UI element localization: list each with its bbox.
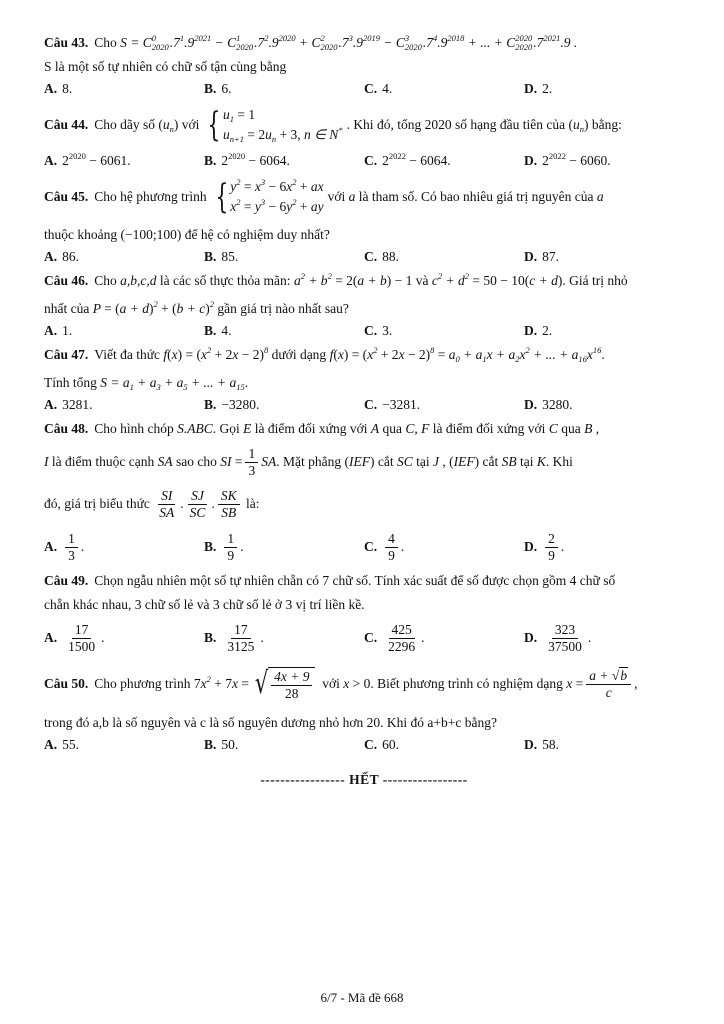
question-48-stem: Câu 48. Cho hình chóp S.ABC . Gọi E là điểm đối xứng với A qua C , F là điểm đối xứng với C qua B , — [44, 421, 600, 436]
choice-b[interactable]: B. −3280. — [204, 397, 260, 412]
choice-formula: $2^{2022} - 6064$. — [382, 151, 451, 168]
choice-d[interactable]: D. $\frac{323}{37500}$ . — [524, 621, 592, 654]
choice-a[interactable]: A. $\frac{1}{3}$ . — [44, 530, 85, 563]
answer-choices — [44, 526, 684, 568]
choice-b[interactable]: B. 6. — [204, 81, 232, 96]
choice-a[interactable]: A. 3281. — [44, 397, 93, 412]
choice-formula: $2^{2022} - 6060$. — [542, 151, 611, 168]
choice-a[interactable]: A. 55. — [44, 737, 79, 752]
choice-c[interactable]: C. 3. — [364, 323, 393, 338]
fraction-sj-sc: $\frac{SJ}{SC}$ — [189, 487, 206, 520]
choice-d[interactable]: D. 3280. — [524, 397, 573, 412]
formula-sum: $S = a_1 + a_3 + a_5$ + ... + $a_{15}$. — [100, 375, 249, 392]
end-of-exam-mark: ----------------- HẾT ----------------- — [260, 772, 468, 787]
choice-d[interactable]: D. $2^{2022} - 6060$. — [524, 151, 611, 168]
question-49 — [44, 568, 684, 660]
question-46-stem: Câu 46. Cho a,b,c,d là các số thực thỏa mãn: $a^2 + b^2 = 2(a + b) - 1$ và $c^2 + d^2 = 50 - 10(c + d)$ . Giá trị nhỏ — [44, 271, 628, 288]
choice-b[interactable]: B. $\frac{17}{3125}$ . — [204, 621, 264, 654]
answer-choices — [44, 734, 684, 756]
choice-d[interactable]: D. 58. — [524, 737, 559, 752]
question-number: Câu 47. — [44, 347, 89, 362]
choice-b[interactable]: B. $2^{2020} - 6064$. — [204, 151, 290, 168]
question-text: Cho — [94, 35, 117, 50]
question-text: trong đó a,b là số nguyên và c là số nguyên dương nhỏ hơn 20. Khi đó a+b+c bằng? — [44, 715, 497, 730]
choice-d[interactable]: D. 2. — [524, 323, 553, 338]
choice-a[interactable]: A. 86. — [44, 249, 79, 264]
choice-a[interactable]: A. $\frac{17}{1500}$ . — [44, 621, 105, 654]
question-text: S là một số tự nhiên có chữ số tận cùng bằng — [44, 59, 287, 74]
formula-condition-1: $a^2 + b^2 = 2(a + b) - 1$ — [293, 271, 413, 288]
question-45-stem: Câu 45. Cho hệ phương trình { $y^2 = x^3 - 6x^2$ + ax $x^2 = y^3 - 6y^2$ + ay với a là tham số. Có bao nhiêu giá trị nguyên của a — [44, 177, 604, 217]
choice-c[interactable]: C. $\frac{4}{9}$ . — [364, 530, 405, 563]
question-45-line-2: thuộc khoảng (−100;100) để hệ có nghiệm duy nhất? — [44, 227, 330, 242]
choice-b[interactable]: B. $\frac{1}{9}$ . — [204, 530, 244, 563]
formula-recurrence-system: { $u_1 = 1$ $u_{n+1} = 2u_n + 3$, n ∈ N* — [207, 105, 343, 145]
formula-sequence: $(u_n)$ — [158, 117, 179, 134]
question-text: Chọn ngẫu nhiên một số tự nhiên chẵn có 7 chữ số. Tính xác suất để số được chọn gồm 4 chữ số — [94, 573, 616, 588]
page-footer: 6/7 - Mã đề 668 — [320, 990, 404, 1005]
question-43 — [44, 30, 684, 100]
choice-b[interactable]: B. 4. — [204, 323, 232, 338]
answer-choices — [44, 78, 684, 100]
formula-expansion: $f(x) = (x^2 + 2x - 2)^8 = a_0 + a_1x + a_2x^2$ + ... + $a_{16}x^{16}$. — [329, 345, 605, 364]
answer-choices — [44, 394, 684, 416]
formula-equation: $7x^2 + 7x$ = — [193, 674, 249, 691]
answer-choices — [44, 246, 684, 268]
choice-b[interactable]: B. 85. — [204, 249, 239, 264]
question-48-line-3: đó, giá trị biểu thức $\frac{SI}{SA}$ . $\frac{SJ}{SC}$ . $\frac{SK}{SB}$ là: — [44, 487, 260, 520]
formula-solution-form: x = — [566, 676, 584, 691]
question-44 — [44, 100, 684, 172]
formula-sum-s: S = C 0 2020 $.7^1.9^{2021} - C$ 1 2020 $.7^2.9^{2020} + C$ 2 2020 $.7^3.9^{2019} - C$ 3 2020 $.7^4.9^{2018}$ + ... + C 2020 2020 $.7^{2021}.9$ . — [120, 32, 578, 53]
question-43-stem — [44, 30, 684, 56]
choice-a[interactable]: A. 8. — [44, 81, 73, 96]
question-number: Câu 50. — [44, 676, 89, 691]
choice-formula: $2^{2020} - 6064$. — [221, 151, 290, 168]
question-text: với — [181, 117, 200, 132]
choice-d[interactable]: D. 87. — [524, 249, 559, 264]
fraction-one-third: $\frac{1}{3}$ — [245, 446, 258, 479]
question-50-stem: Câu 50. Cho phương trình $7x^2 + 7x$ = √ $\frac{4x + 9}{28}$ với x > 0 . Biết phương trình có nghiệm dạng x = $\frac{a + √b}{c}$ , — [44, 665, 638, 701]
fraction-si-sa: $\frac{SI}{SA}$ — [159, 487, 175, 520]
question-number: Câu 49. — [44, 573, 89, 588]
choice-c[interactable]: C. 60. — [364, 737, 399, 752]
question-47 — [44, 342, 684, 416]
question-47-line-2: Tính tổng $S = a_1 + a_3 + a_5$ + ... + $a_{15}$. — [44, 375, 249, 392]
formula-radical: √ $\frac{4x + 9}{28}$ — [252, 667, 315, 702]
fraction-sk-sb: $\frac{SK}{SB}$ — [218, 488, 240, 521]
formula-condition-2: $c^2 + d^2 = 50 - 10(c + d)$ — [431, 271, 563, 288]
choice-d[interactable]: D. $\frac{2}{9}$ . — [524, 530, 565, 563]
question-text: . Khi đó, tổng 2020 số hạng đầu tiên của — [346, 117, 566, 132]
question-text: với — [327, 189, 346, 204]
choice-b[interactable]: B. 50. — [204, 737, 239, 752]
question-50 — [44, 660, 684, 756]
question-46 — [44, 268, 684, 342]
choice-a[interactable]: A. 1. — [44, 323, 73, 338]
question-44-stem — [44, 100, 684, 150]
answer-choices — [44, 320, 684, 342]
choice-c[interactable]: C. $2^{2022} - 6064$. — [364, 151, 451, 168]
choice-formula: $2^{2020} - 6061$. — [62, 151, 131, 168]
question-number: Câu 44. — [44, 117, 89, 132]
question-number: Câu 45. — [44, 189, 89, 204]
question-46-line-2: nhất của $P = (a + d)^2 + (b + c)^2$ gần giá trị nào nhất sau? — [44, 299, 349, 316]
question-48-line-2: I là điểm thuộc cạnh SA sao cho SI = $\frac{1}{3}$ SA . Mặt phẳng ( IEF ) cắt SC tại J , ( IEF ) cắt SB tại K . Khi — [44, 445, 573, 478]
question-text: là tham số. Có bao nhiêu giá trị nguyên của — [358, 189, 594, 204]
question-text: Cho hệ phương trình — [94, 189, 207, 204]
question-number: Câu 46. — [44, 273, 89, 288]
formula-equation-system: { $y^2 = x^3 - 6x^2$ + ax $x^2 = y^3 - 6y^2$ + ay — [214, 177, 324, 217]
question-number: Câu 48. — [44, 421, 89, 436]
choice-a[interactable]: A. $2^{2020} - 6061$. — [44, 151, 131, 168]
answer-choices — [44, 150, 684, 172]
choice-d[interactable]: D. 2. — [524, 81, 553, 96]
choice-c[interactable]: C. 4. — [364, 81, 393, 96]
question-48 — [44, 416, 684, 568]
answer-choices — [44, 616, 684, 660]
question-number: Câu 43. — [44, 35, 89, 50]
formula-interval: (−100;100) — [120, 227, 182, 242]
formula-polynomial: $f(x) = (x^2 + 2x - 2)^8$ — [163, 345, 269, 362]
question-45 — [44, 172, 684, 268]
choice-c[interactable]: C. −3281. — [364, 397, 421, 412]
question-text: bằng: — [591, 117, 622, 132]
question-49-stem — [44, 568, 684, 594]
choice-c[interactable]: C. 88. — [364, 249, 399, 264]
question-text: chẵn khác nhau, 3 chữ số lẻ và 3 chữ số lẻ ở 3 vị trí liền kề. — [44, 597, 365, 612]
choice-c[interactable]: C. $\frac{425}{2296}$ . — [364, 621, 425, 654]
question-47-stem: Câu 47. Viết đa thức $f(x) = (x^2 + 2x - 2)^8$ dưới dạng $f(x) = (x^2 + 2x - 2)^8 = a_0 + a_1x + a_2x^2$ + ... + $a_{16}x^{16}$. — [44, 345, 605, 364]
formula-sequence: $(u_n)$ — [568, 117, 589, 134]
question-text: Cho dãy số — [94, 117, 156, 132]
formula-p: $P = (a + d)^2 + (b + c)^2$ — [92, 299, 214, 316]
